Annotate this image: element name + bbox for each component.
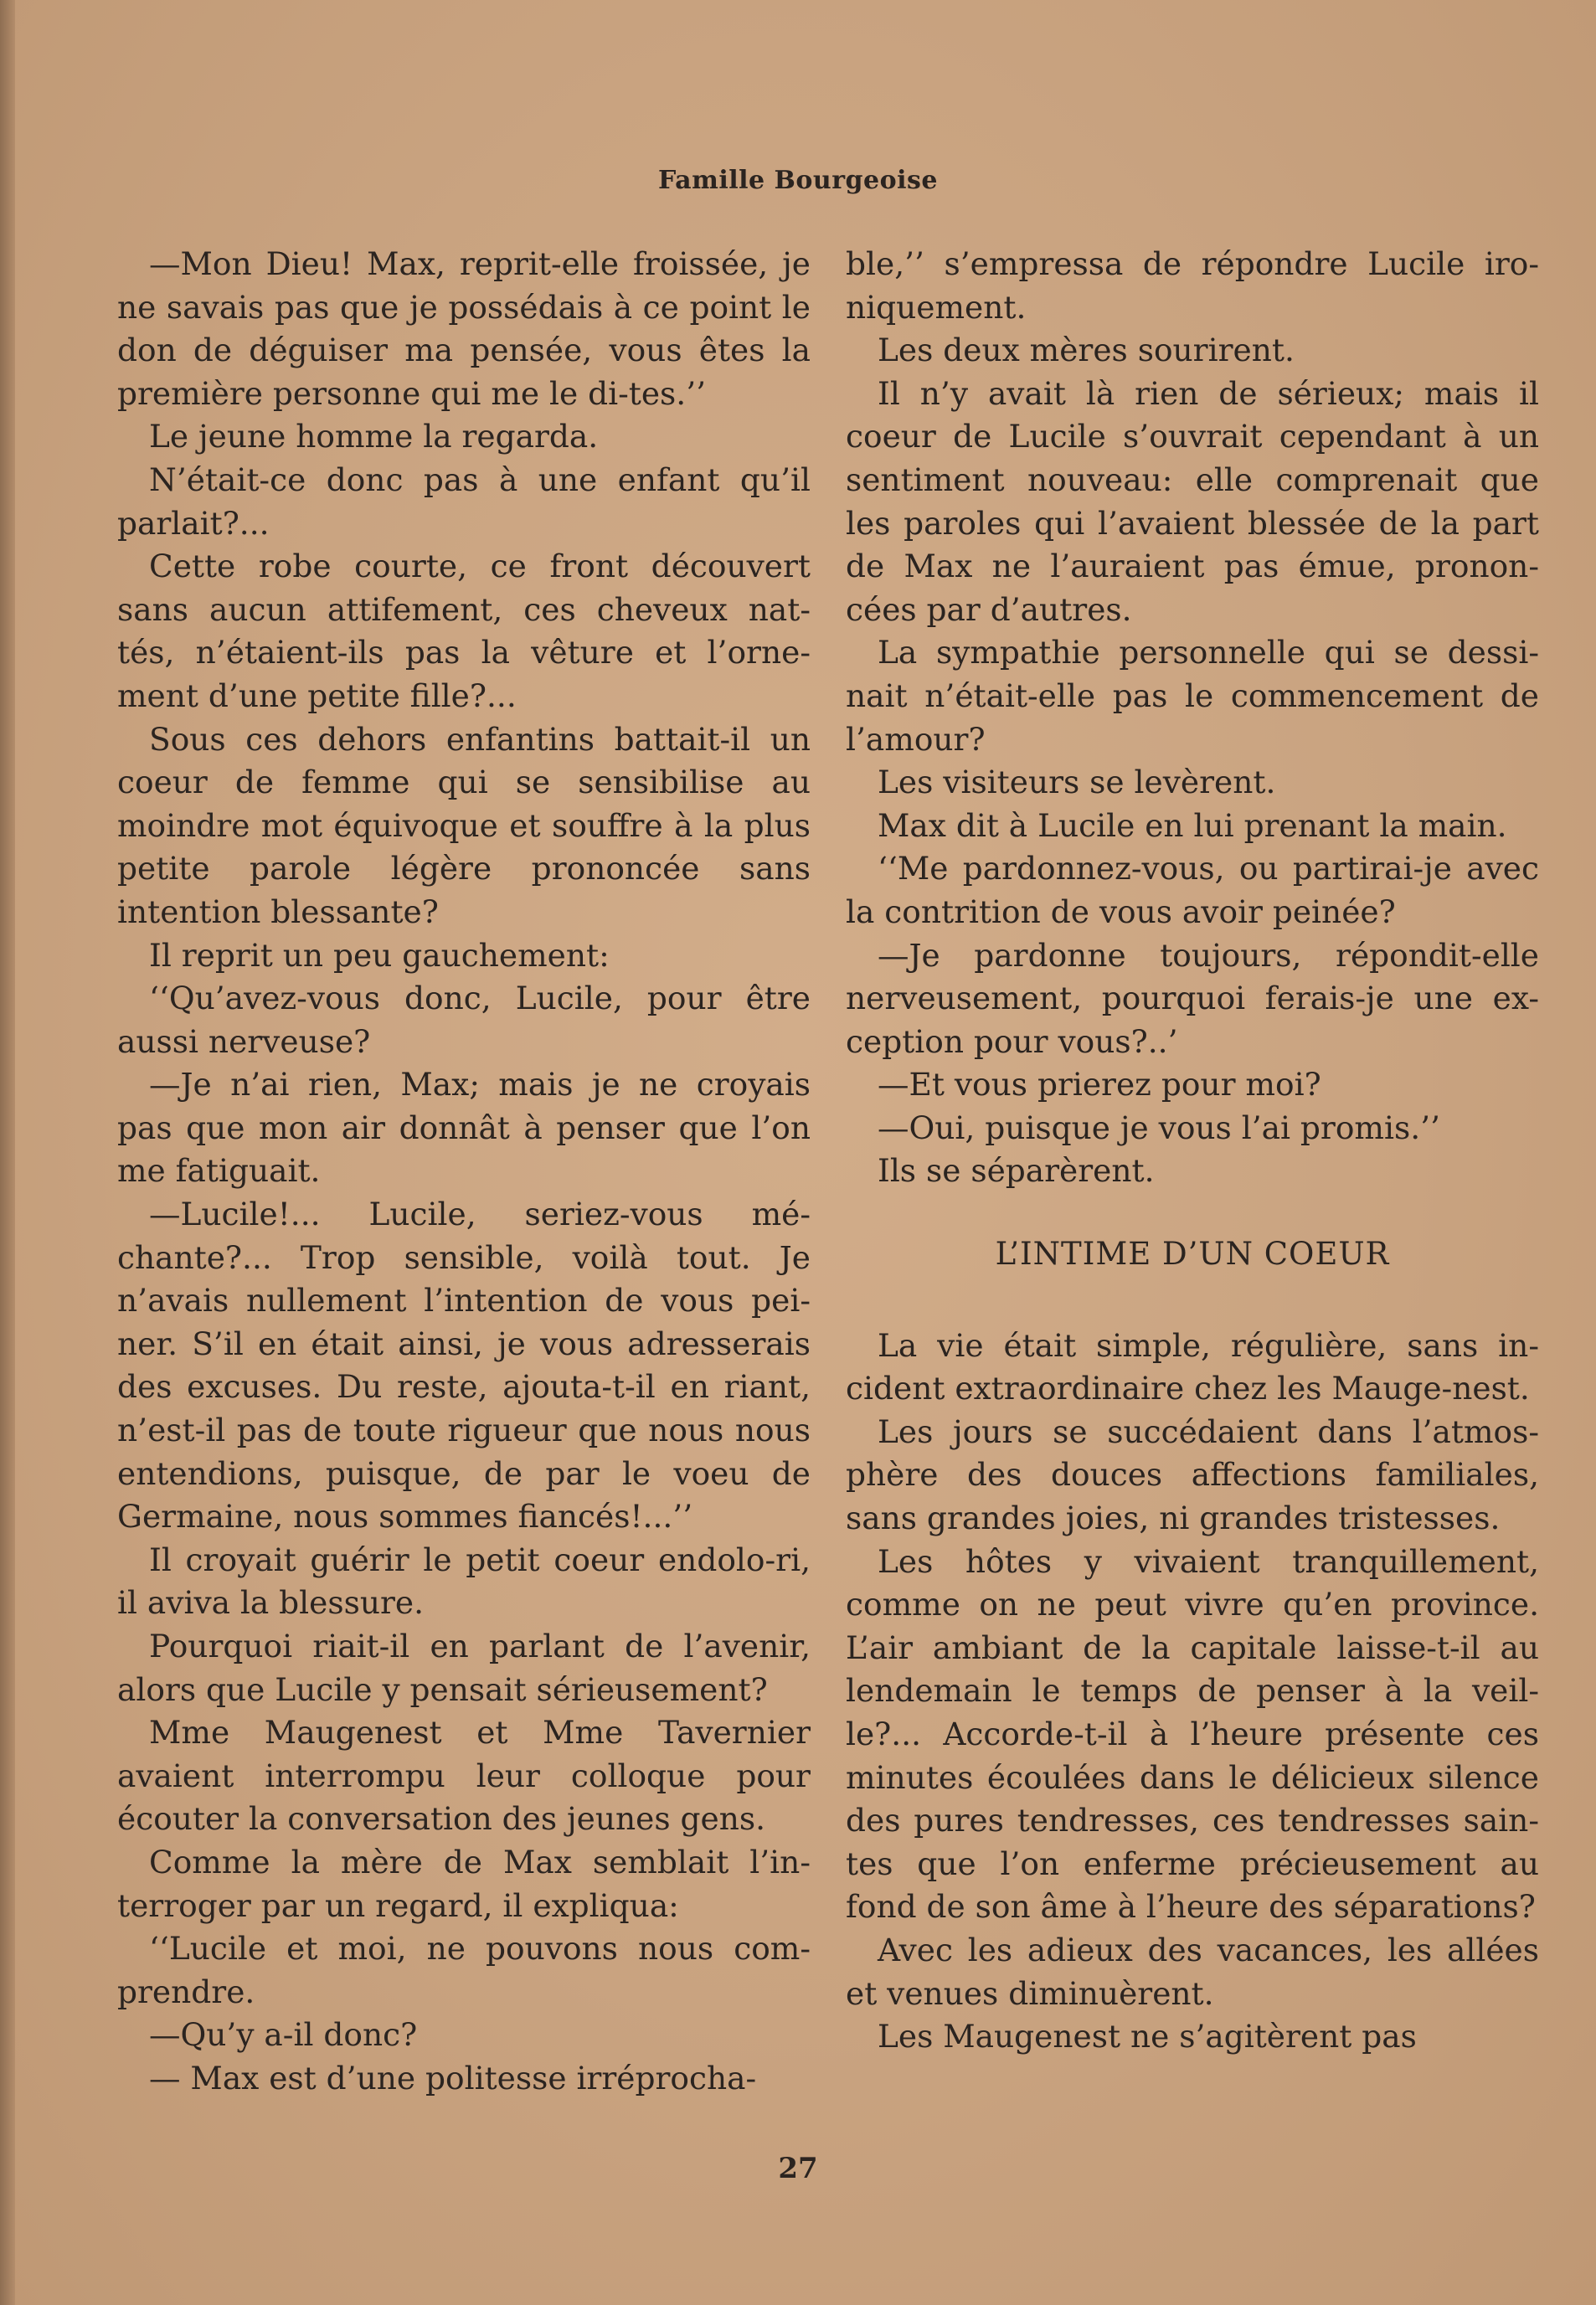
- paragraph: Les deux mères sourirent.: [878, 332, 1295, 369]
- page-number: 27: [778, 2152, 818, 2185]
- paragraph: Comme la mère de Max semblait l’in-terroger par un regard, il expliqua:: [117, 1843, 811, 1924]
- paragraph: Cette robe courte, ce front découvert sans aucun attifement, ces cheveux nat-tés, n’étaient-ils pas la vêture et l’orne-ment d’une petite fille?...: [117, 548, 811, 714]
- page-binding-edge: [0, 0, 15, 2305]
- paragraph: La sympathie personnelle qui se dessi-nait n’était-elle pas le commencement de l’amour?: [846, 634, 1539, 758]
- paragraph: Max dit à Lucile en lui prenant la main.: [878, 806, 1507, 844]
- paragraph: La vie était simple, régulière, sans in-cident extraordinaire chez les Mauge-nest.: [846, 1326, 1539, 1407]
- paragraph: ble,’’ s’empressa de répondre Lucile iro-niquement.: [846, 245, 1539, 326]
- paragraph: — Max est d’une politesse irréprocha-: [149, 2059, 757, 2097]
- paragraph: Les jours se succédaient dans l’atmos-phère des douces affections familiales, sans grandes joies, ni grandes tristesses.: [846, 1412, 1539, 1537]
- paragraph: Mme Maugenest et Mme Tavernier avaient interrompu leur colloque pour écouter la conversation des jeunes gens.: [117, 1714, 811, 1838]
- paragraph: —Lucile!... Lucile, seriez-vous mé-chante?... Trop sensible, voilà tout. Je n’avais nullement l’intention de vous pei-ner. S’il en était ainsi, je vous adresserais des excuses. Du reste, ajouta-t-il en riant, n’est-il pas de toute rigueur que nous nous entendions, puisque, de par le voeu de Germaine, nous sommes fiancés!...’’: [117, 1196, 811, 1536]
- paragraph: Il croyait guérir le petit coeur endolo-ri, il aviva la blessure.: [117, 1541, 811, 1622]
- paragraph: —Je pardonne toujours, répondit-elle nerveusement, pourquoi ferais-je une ex-ception pour vous?..’: [846, 936, 1539, 1060]
- paragraph: Il reprit un peu gauchement:: [149, 936, 610, 974]
- paragraph: —Qu’y a-il donc?: [149, 2016, 418, 2054]
- paragraph: Les visiteurs se levèrent.: [878, 764, 1276, 801]
- paragraph: Pourquoi riait-il en parlant de l’avenir, alors que Lucile y pensait sérieusement?: [117, 1628, 811, 1708]
- paragraph: Ils se séparèrent.: [878, 1152, 1155, 1190]
- right-column: [846, 243, 1539, 2059]
- section-title: L’INTIME D’UN COEUR: [995, 1236, 1390, 1273]
- paragraph: Les Maugenest ne s’agitèrent pas: [878, 2018, 1417, 2055]
- paragraph: Avec les adieux des vacances, les allées et venues diminuèrent.: [846, 1931, 1539, 2012]
- paragraph: Sous ces dehors enfantins battait-il un coeur de femme qui se sensibilise au moindre mot équivoque et souffre à la plus petite parole légère prononcée sans intention blessante?: [117, 720, 811, 930]
- paragraph: —Oui, puisque je vous l’ai promis.’’: [878, 1109, 1440, 1146]
- paragraph: Le jeune homme la regarda.: [149, 418, 599, 455]
- paragraph: ‘‘Qu’avez-vous donc, Lucile, pour être aussi nerveuse?: [117, 980, 811, 1060]
- running-header: Famille Bourgeoise: [658, 166, 938, 195]
- paragraph: ‘‘Lucile et moi, ne pouvons nous com-prendre.: [117, 1930, 811, 2010]
- paragraph: N’était-ce donc pas à une enfant qu’il parlait?...: [117, 460, 811, 542]
- paragraph: Les hôtes y vivaient tranquillement, comme on ne peut vivre qu’en province. L’air ambiant de la capitale laisse-t-il au lendemain le temps de penser à la veil-le?... Accorde-t-il à l’heure présente ces minutes écoulées dans le délicieux silence des pures tendresses, ces tendresses sain-tes que l’on enferme précieusement au fond de son âme à l’heure des séparations?: [846, 1542, 1539, 1926]
- paragraph: —Et vous prierez pour moi?: [878, 1066, 1321, 1104]
- paragraph: —Mon Dieu! Max, reprit-elle froissée, je ne savais pas que je possédais à ce point le don de déguiser ma pensée, vous êtes la première personne qui me le di-tes.’’: [117, 245, 811, 412]
- paragraph: Il n’y avait là rien de sérieux; mais il coeur de Lucile s’ouvrait cependant à un sentiment nouveau: elle comprenait que les paroles qui l’avaient blessée de la part de Max ne l’auraient pas émue, pronon-cées par d’autres.: [846, 374, 1539, 628]
- left-column: [117, 243, 811, 2101]
- paragraph: ‘‘Me pardonnez-vous, ou partirai-je avec la contrition de vous avoir peinée?: [846, 850, 1539, 930]
- paragraph: —Je n’ai rien, Max; mais je ne croyais pas que mon air donnât à penser que l’on me fatiguait.: [117, 1066, 811, 1190]
